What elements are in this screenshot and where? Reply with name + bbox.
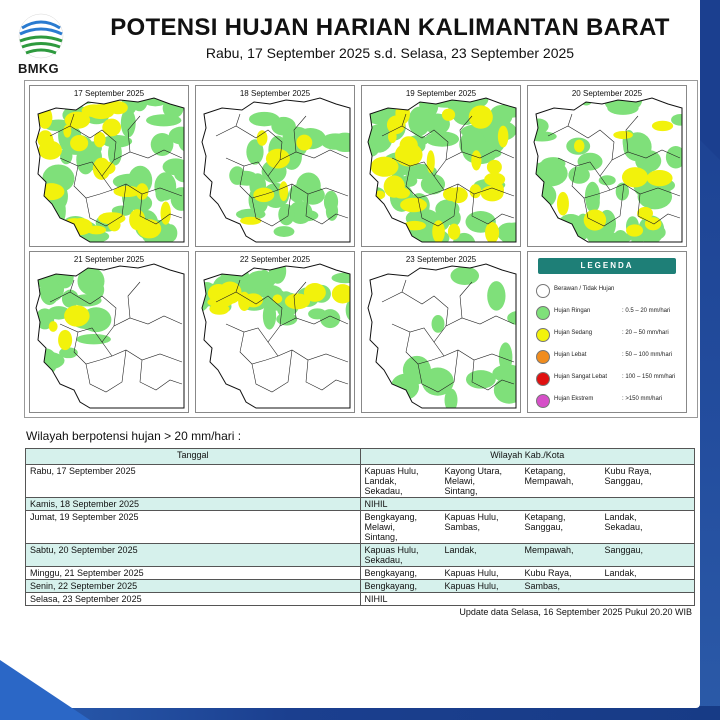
- moderate-rain-area: [371, 157, 399, 177]
- light-rain-area: [586, 192, 600, 212]
- light-rain-area: [548, 215, 560, 232]
- legend-name: Hujan Lebat: [554, 352, 587, 358]
- moderate-rain-area: [613, 131, 633, 139]
- light-rain-area: [40, 277, 60, 305]
- moderate-rain-area: [38, 183, 64, 200]
- map-date-label: 17 September 2025: [73, 89, 145, 98]
- moderate-rain-area: [296, 135, 312, 151]
- light-rain-area: [362, 99, 374, 114]
- light-rain-area: [156, 185, 168, 201]
- legend-title: LEGENDA: [538, 258, 676, 274]
- light-rain-area: [671, 114, 686, 126]
- moderate-rain-area: [279, 181, 288, 201]
- region-name: Kapuas Hulu,: [444, 512, 499, 522]
- moderate-rain-area: [432, 220, 445, 243]
- moderate-rain-area: [484, 173, 505, 187]
- regency-border: [268, 342, 348, 362]
- light-rain-area: [466, 370, 496, 389]
- moderate-rain-area: [647, 170, 673, 186]
- moderate-rain-area: [626, 224, 643, 236]
- light-rain-area: [332, 273, 354, 284]
- region-name: Landak,: [364, 476, 397, 486]
- map-panel: [195, 251, 355, 413]
- region-name: Sintang,: [444, 486, 478, 496]
- legend-swatch: [536, 372, 550, 386]
- moderate-rain-area: [63, 125, 71, 138]
- legend-range: : 0.5 – 20 mm/hari: [622, 308, 671, 314]
- moderate-rain-area: [448, 224, 460, 240]
- light-rain-area: [528, 221, 558, 245]
- regency-border: [382, 280, 406, 302]
- light-rain-area: [274, 226, 295, 237]
- row-regions: [360, 580, 695, 593]
- region-name: Sekadau,: [604, 522, 643, 532]
- moderate-rain-area: [557, 192, 569, 216]
- moderate-rain-area: [442, 109, 455, 121]
- moderate-rain-area: [574, 140, 584, 153]
- moderate-rain-area: [137, 219, 161, 238]
- light-rain-area: [365, 143, 377, 156]
- legend-name: Hujan Ekstrem: [554, 396, 594, 402]
- moderate-rain-area: [393, 187, 410, 198]
- moderate-rain-area: [400, 198, 427, 213]
- region-name: Ketapang,: [524, 512, 566, 522]
- column-header-date: Tanggal: [26, 449, 361, 465]
- light-rain-area: [30, 212, 54, 231]
- map-panel: [29, 85, 189, 247]
- rain-coverage: [362, 86, 520, 246]
- legend-range: : >150 mm/hari: [622, 396, 663, 402]
- row-date: Senin, 22 September 2025: [26, 580, 361, 593]
- rain-map: [196, 252, 354, 412]
- table-row: [26, 580, 695, 593]
- row-regions: [360, 567, 695, 580]
- light-rain-area: [30, 213, 43, 240]
- light-rain-area: [430, 97, 463, 108]
- light-rain-area: [146, 114, 181, 126]
- legend-item: [536, 306, 686, 320]
- row-date: Jumat, 19 September 2025: [26, 511, 361, 544]
- regency-border: [140, 360, 182, 390]
- row-date: Minggu, 21 September 2025: [26, 567, 361, 580]
- region-name: Kapuas Hulu,: [364, 545, 419, 555]
- region-name: Kubu Raya,: [604, 466, 652, 476]
- moderate-rain-area: [46, 136, 54, 147]
- rain-map: [30, 252, 188, 412]
- rain-map: [30, 86, 188, 246]
- rain-map: [528, 86, 686, 246]
- region-name: NIHIL: [364, 499, 388, 509]
- map-panel: [195, 85, 355, 247]
- legend-item: [536, 350, 686, 364]
- legend-swatch: [536, 284, 550, 298]
- moderate-rain-area: [427, 150, 435, 173]
- region-name: Kapuas Hulu,: [444, 581, 499, 591]
- page-title: POTENSI HUJAN HARIAN KALIMANTAN BARAT: [110, 14, 670, 41]
- moderate-rain-area: [257, 130, 268, 146]
- moderate-rain-area: [266, 149, 290, 169]
- map-date-label: 23 September 2025: [405, 255, 477, 264]
- legend-name: Hujan Sangat Lebat: [554, 374, 608, 380]
- map-panel: [361, 85, 521, 247]
- regency-border: [102, 342, 182, 362]
- region-name: Sanggau,: [524, 522, 564, 532]
- moderate-rain-area: [244, 293, 263, 307]
- table-row: [26, 511, 695, 544]
- light-rain-area: [30, 229, 47, 246]
- light-rain-area: [666, 146, 686, 169]
- region-name: Mempawah,: [524, 476, 574, 486]
- region-name: Melawi,: [364, 522, 396, 532]
- row-regions: [360, 511, 695, 544]
- row-date: Selasa, 23 September 2025: [26, 593, 361, 606]
- moderate-rain-area: [240, 217, 261, 225]
- light-rain-area: [324, 191, 338, 213]
- rain-coverage: [229, 112, 354, 237]
- region-name: Ketapang,: [524, 466, 566, 476]
- light-rain-area: [507, 311, 520, 325]
- moderate-rain-area: [487, 160, 502, 174]
- light-rain-area: [30, 187, 43, 207]
- row-date: Kamis, 18 September 2025: [26, 498, 361, 511]
- row-date: Rabu, 17 September 2025: [26, 465, 361, 498]
- moderate-rain-area: [395, 143, 423, 167]
- rain-map: [362, 252, 520, 412]
- moderate-rain-area: [108, 101, 128, 114]
- light-rain-area: [528, 131, 557, 141]
- moderate-rain-area: [64, 305, 89, 326]
- moderate-rain-area: [273, 294, 283, 303]
- update-note: Update data Selasa, 16 September 2025 Pukul 20.20 WIB: [459, 607, 692, 617]
- legend-range: : 100 – 150 mm/hari: [622, 374, 676, 380]
- region-name: Landak,: [604, 568, 637, 578]
- light-rain-area: [362, 206, 375, 226]
- moderate-rain-area: [161, 202, 171, 225]
- moderate-rain-area: [87, 226, 106, 235]
- region-name: Bengkayang,: [364, 568, 418, 578]
- regency-border: [86, 350, 126, 392]
- map-panel: [361, 251, 521, 413]
- light-rain-area: [320, 309, 340, 328]
- moderate-rain-area: [70, 135, 88, 151]
- table-row: [26, 593, 695, 606]
- light-rain-area: [30, 97, 47, 111]
- region-name: Bengkayang,: [364, 512, 418, 522]
- regency-border: [446, 316, 514, 326]
- table-header-row: [26, 449, 695, 465]
- column-header-regions: Wilayah Kab./Kota: [360, 449, 695, 465]
- moderate-rain-area: [65, 218, 84, 227]
- light-rain-area: [578, 153, 603, 171]
- regency-border: [216, 114, 240, 136]
- regency-border: [306, 360, 348, 390]
- moderate-rain-area: [652, 121, 673, 131]
- rain-map: [196, 86, 354, 246]
- region-name: Sanggau,: [604, 545, 644, 555]
- table-body: [26, 465, 695, 606]
- table-row: [26, 544, 695, 567]
- region-name: Sanggau,: [604, 476, 644, 486]
- regency-border: [460, 282, 472, 318]
- row-regions: [360, 498, 695, 511]
- row-regions: [360, 544, 695, 567]
- rain-map: [362, 86, 520, 246]
- section-label: Wilayah berpotensi hujan > 20 mm/hari :: [26, 429, 242, 443]
- region-name: Landak,: [444, 545, 477, 555]
- region-name: Kayong Utara,: [444, 466, 503, 476]
- frame-bottom-left-corner: [0, 660, 90, 720]
- moderate-rain-area: [498, 126, 509, 148]
- regency-border: [128, 282, 140, 318]
- legend-range: : 50 – 100 mm/hari: [622, 352, 673, 358]
- legend: [527, 251, 687, 413]
- moderate-rain-area: [285, 293, 310, 309]
- region-name: NIHIL: [364, 594, 388, 604]
- light-rain-area: [362, 235, 380, 246]
- legend-item: [536, 284, 686, 298]
- light-rain-area: [599, 175, 616, 185]
- table-row: [26, 567, 695, 580]
- moderate-rain-area: [470, 184, 482, 198]
- light-rain-area: [613, 230, 629, 246]
- row-regions: [360, 593, 695, 606]
- maps-panel: [24, 80, 698, 418]
- legend-item: [536, 372, 686, 386]
- page-subtitle: Rabu, 17 September 2025 s.d. Selasa, 23 September 2025: [205, 45, 575, 61]
- moderate-rain-area: [58, 330, 72, 350]
- legend-name: Berawan / Tidak Hujan: [554, 286, 615, 292]
- light-rain-area: [76, 334, 111, 344]
- light-rain-area: [432, 315, 445, 333]
- light-rain-area: [101, 135, 132, 148]
- map-date-label: 18 September 2025: [239, 89, 311, 98]
- region-name: Sekadau,: [364, 555, 403, 565]
- region-name: Melawi,: [444, 476, 476, 486]
- region-name: Landak,: [604, 512, 637, 522]
- rain-region-table: [25, 448, 695, 606]
- map-panel: [527, 85, 687, 247]
- region-name: Mempawah,: [524, 545, 574, 555]
- light-rain-area: [229, 166, 245, 185]
- light-rain-area: [450, 267, 479, 285]
- logo-label: BMKG: [18, 61, 59, 76]
- legend-swatch: [536, 350, 550, 364]
- map-panel: [29, 251, 189, 413]
- frame-bottom-band: [0, 706, 720, 720]
- moderate-rain-area: [471, 150, 481, 170]
- map-date-label: 21 September 2025: [73, 255, 145, 264]
- moderate-rain-area: [209, 303, 229, 314]
- rain-coverage: [391, 267, 520, 412]
- light-rain-area: [541, 157, 566, 170]
- regency-border: [252, 350, 292, 392]
- legend-swatch: [536, 394, 550, 408]
- region-name: Sambas,: [524, 581, 561, 591]
- legend-item: [536, 328, 686, 342]
- region-name: Bengkayang,: [364, 581, 418, 591]
- region-name: Kapuas Hulu,: [364, 466, 419, 476]
- light-rain-area: [296, 172, 320, 199]
- light-rain-area: [30, 223, 47, 246]
- moderate-rain-area: [485, 222, 499, 243]
- legend-item: [536, 394, 686, 408]
- moderate-rain-area: [49, 321, 58, 332]
- region-name: Sintang,: [364, 532, 398, 542]
- map-date-label: 19 September 2025: [405, 89, 477, 98]
- rain-coverage: [30, 86, 188, 246]
- moderate-rain-area: [637, 207, 653, 220]
- legend-range: : 20 – 50 mm/hari: [622, 330, 669, 336]
- region-name: Kubu Raya,: [524, 568, 572, 578]
- legend-name: Hujan Sedang: [554, 330, 593, 336]
- moderate-rain-area: [449, 187, 468, 203]
- map-date-label: 20 September 2025: [571, 89, 643, 98]
- light-rain-area: [425, 131, 459, 146]
- table-row: [26, 465, 695, 498]
- table-row: [26, 498, 695, 511]
- region-name: Sekadau,: [364, 486, 403, 496]
- region-name: Sambas,: [444, 522, 481, 532]
- legend-swatch: [536, 328, 550, 342]
- regency-border: [114, 150, 182, 160]
- legend-name: Hujan Ringan: [554, 308, 591, 314]
- light-rain-area: [35, 233, 61, 244]
- light-rain-area: [421, 174, 445, 194]
- regency-border: [114, 316, 182, 326]
- rain-coverage: [528, 86, 686, 246]
- moderate-rain-area: [374, 191, 385, 200]
- row-date: Sabtu, 20 September 2025: [26, 544, 361, 567]
- light-rain-area: [278, 204, 294, 225]
- legend-swatch: [536, 306, 550, 320]
- row-regions: [360, 465, 695, 498]
- region-name: Kapuas Hulu,: [444, 568, 499, 578]
- map-date-label: 22 September 2025: [239, 255, 311, 264]
- moderate-rain-area: [469, 105, 493, 128]
- moderate-rain-area: [622, 167, 648, 187]
- light-rain-area: [487, 281, 505, 311]
- moderate-rain-area: [102, 119, 121, 137]
